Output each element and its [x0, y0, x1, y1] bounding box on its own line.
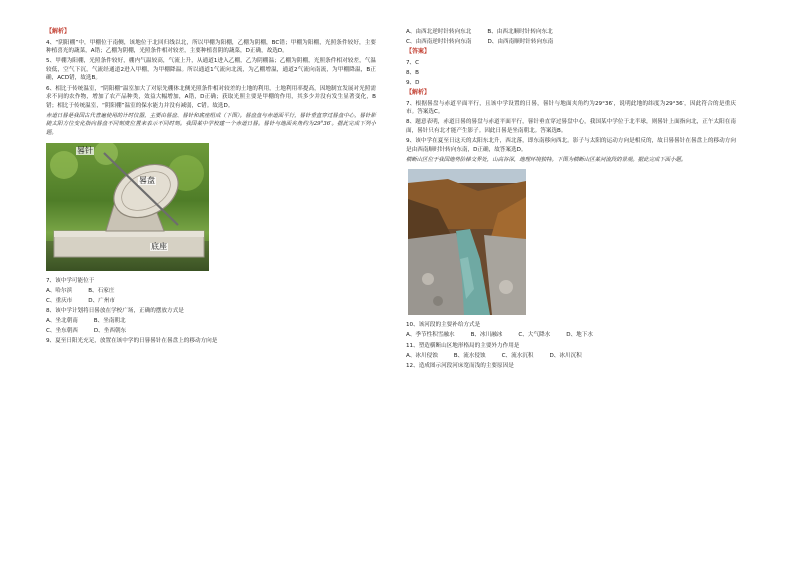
- answer-tag: 【答案】: [406, 48, 431, 56]
- answer-8: 8、B: [406, 69, 419, 76]
- question-8: 8、该中学计划将日晷放在学校广场，正确的摆放方式是: [46, 307, 184, 314]
- question-11-options: [406, 352, 736, 361]
- option-c: C、大气降水: [518, 332, 551, 339]
- question-7-options-2: [46, 297, 376, 306]
- analysis-tag: 【解析】: [406, 89, 431, 97]
- answer-9: 9、D: [406, 79, 420, 86]
- question-9: 9、夏至日阳光充足，放置在该中学的日晷晷针在晷盘上的移动方向是: [46, 338, 218, 345]
- analysis-tag: 【解析】: [46, 28, 71, 35]
- needle-label: 晷针: [77, 145, 93, 155]
- question-12: 12、造成图示河段河床宽而浅的主要原因是: [406, 362, 514, 369]
- question-9-options-2: [406, 38, 736, 47]
- option-b: B、石家庄: [88, 287, 115, 294]
- option-a: A、坐北朝南: [46, 318, 78, 324]
- river-intro: 横断山区位于我国地势阶梯交界处，山高谷深，地理环境独特。下图为横断山区某河流段的景观。据此完成下面小题。: [406, 156, 687, 163]
- option-d: D、冰川沉积: [549, 352, 582, 359]
- option-b: B、冰川融冰: [470, 332, 503, 339]
- option-d: D、地下水: [566, 332, 593, 339]
- question-7-options: [46, 287, 376, 296]
- explanation-8: 8、题意表明，赤道日晷的晷盘与赤道平面平行，晷针垂直穿过晷盘中心，我国某中学位于北半球，则晷针上面指向北，正午太阳在南面，晷针只有北才能产生影子。因此日晷是坐南朝北。答案选B。: [406, 119, 736, 134]
- option-d: D、由西南顺时针转向东南: [487, 39, 554, 46]
- river-drawing: [408, 169, 526, 315]
- option-c: C、由西南逆时针转向东南: [406, 39, 472, 46]
- option-b: B、流水侵蚀: [453, 352, 486, 359]
- question-8-options-2: [46, 327, 376, 336]
- base-label: 底座: [151, 241, 167, 251]
- explanation-5: 5、甲棚为阳棚，光照条件较好，棚内气温较高，气流上升，从通道1进入乙棚，乙为阴棚温；乙棚为阴棚，光照条件相对较差，气温较低，空气下沉，气流经通道2进入甲棚，为甲棚降温。所以通道1气流向北流，为乙棚增温，通道2气流向南流，为甲棚降温，B正确，ACD错，故选B。: [46, 58, 376, 82]
- question-10-options: [406, 331, 736, 340]
- answer-7: 7、C: [406, 59, 420, 66]
- option-a: A、季节性积雪融水: [406, 332, 455, 339]
- option-c: C、重庆市: [46, 297, 73, 304]
- option-a: A、冰川侵蚀: [406, 352, 438, 359]
- explanation-6: 6、相比于传统温室，“阴阳棚”温室加大了对原先棚体北侧光照条件相对较差的土地的利用，土地利用率提高，因地制宜发展对光照需求不同的农作物，增加了农产品种类，效益大幅增加，A错，D正确；获取光照主要是甲棚的作用，其多少并没有发生显著变化，B错；相比于传统温室，“阴阳棚”温室的保水能力并没有减弱，C错。故选D。: [46, 85, 376, 109]
- sundial-intro: 赤道日晷是我国古代普遍使用的计时仪器，主要由晷盘、晷针和底座组成（下图）。晷盘盘与赤道面平行，晷针垂直穿过晷盘中心，晷针影随太阳方位变化指向晷盘不同刻度位置来表示不同时刻。我国某中学校建一个赤道日晷。晷针与地面夹角约为29°36′。据此完成下列小题。: [46, 112, 376, 137]
- option-b: B、由西北顺时针转向东北: [487, 29, 553, 35]
- river-photo: [406, 169, 736, 315]
- explanation-4: 4、“阴阳棚”中，甲棚位于南侧，该地位于北回归线以北，所以甲棚为阳棚，乙棚为阴棚，BC错；甲棚为阳棚，光照条件较好，主要种植喜光的蔬菜，A错；乙棚为阴棚，光照条件相对较差，主要种植喜阴的蔬菜，D正确，故选D。: [46, 39, 376, 55]
- option-c: C、流水沉积: [501, 352, 534, 359]
- question-11: 11、塑造横断山区地形格局的主要外力作用是: [406, 342, 520, 349]
- option-a: A、由西北逆时针转向东北: [406, 29, 472, 35]
- option-b: B、坐南朝北: [93, 318, 126, 324]
- sundial-drawing: [46, 143, 209, 271]
- option-c: C、坐东朝西: [46, 328, 78, 335]
- right-column: [406, 28, 736, 372]
- option-d: D、广州市: [88, 297, 115, 304]
- explanation-9: 9、该中学在夏至日这天的太阳东北升，西北落，即东南移向西北。影子与太阳的运动方向是相反的，故日晷晷针在晷盘上的移动方向是由西南顺时针转向东南，D正确，故答案选D。: [406, 138, 736, 153]
- question-10: 10、该河段的主要补给方式是: [406, 322, 481, 329]
- option-a: A、哈尔滨: [46, 287, 73, 294]
- option-d: D、坐西朝东: [93, 328, 127, 335]
- left-column: [46, 28, 376, 347]
- explanation-7: 7、根据晷盘与赤道平面平行，且该中学设置的日晷，晷针与地面夹角约为29°36′，说明此地的纬度为29°36′，因此符合的是重庆市。答案选C。: [406, 100, 736, 116]
- dial-label: 晷盘: [139, 175, 155, 185]
- question-7: 7、该中学可能位于: [46, 277, 95, 284]
- question-9-options: [406, 28, 736, 37]
- sundial-photo: [46, 143, 376, 271]
- question-8-options: [46, 317, 376, 326]
